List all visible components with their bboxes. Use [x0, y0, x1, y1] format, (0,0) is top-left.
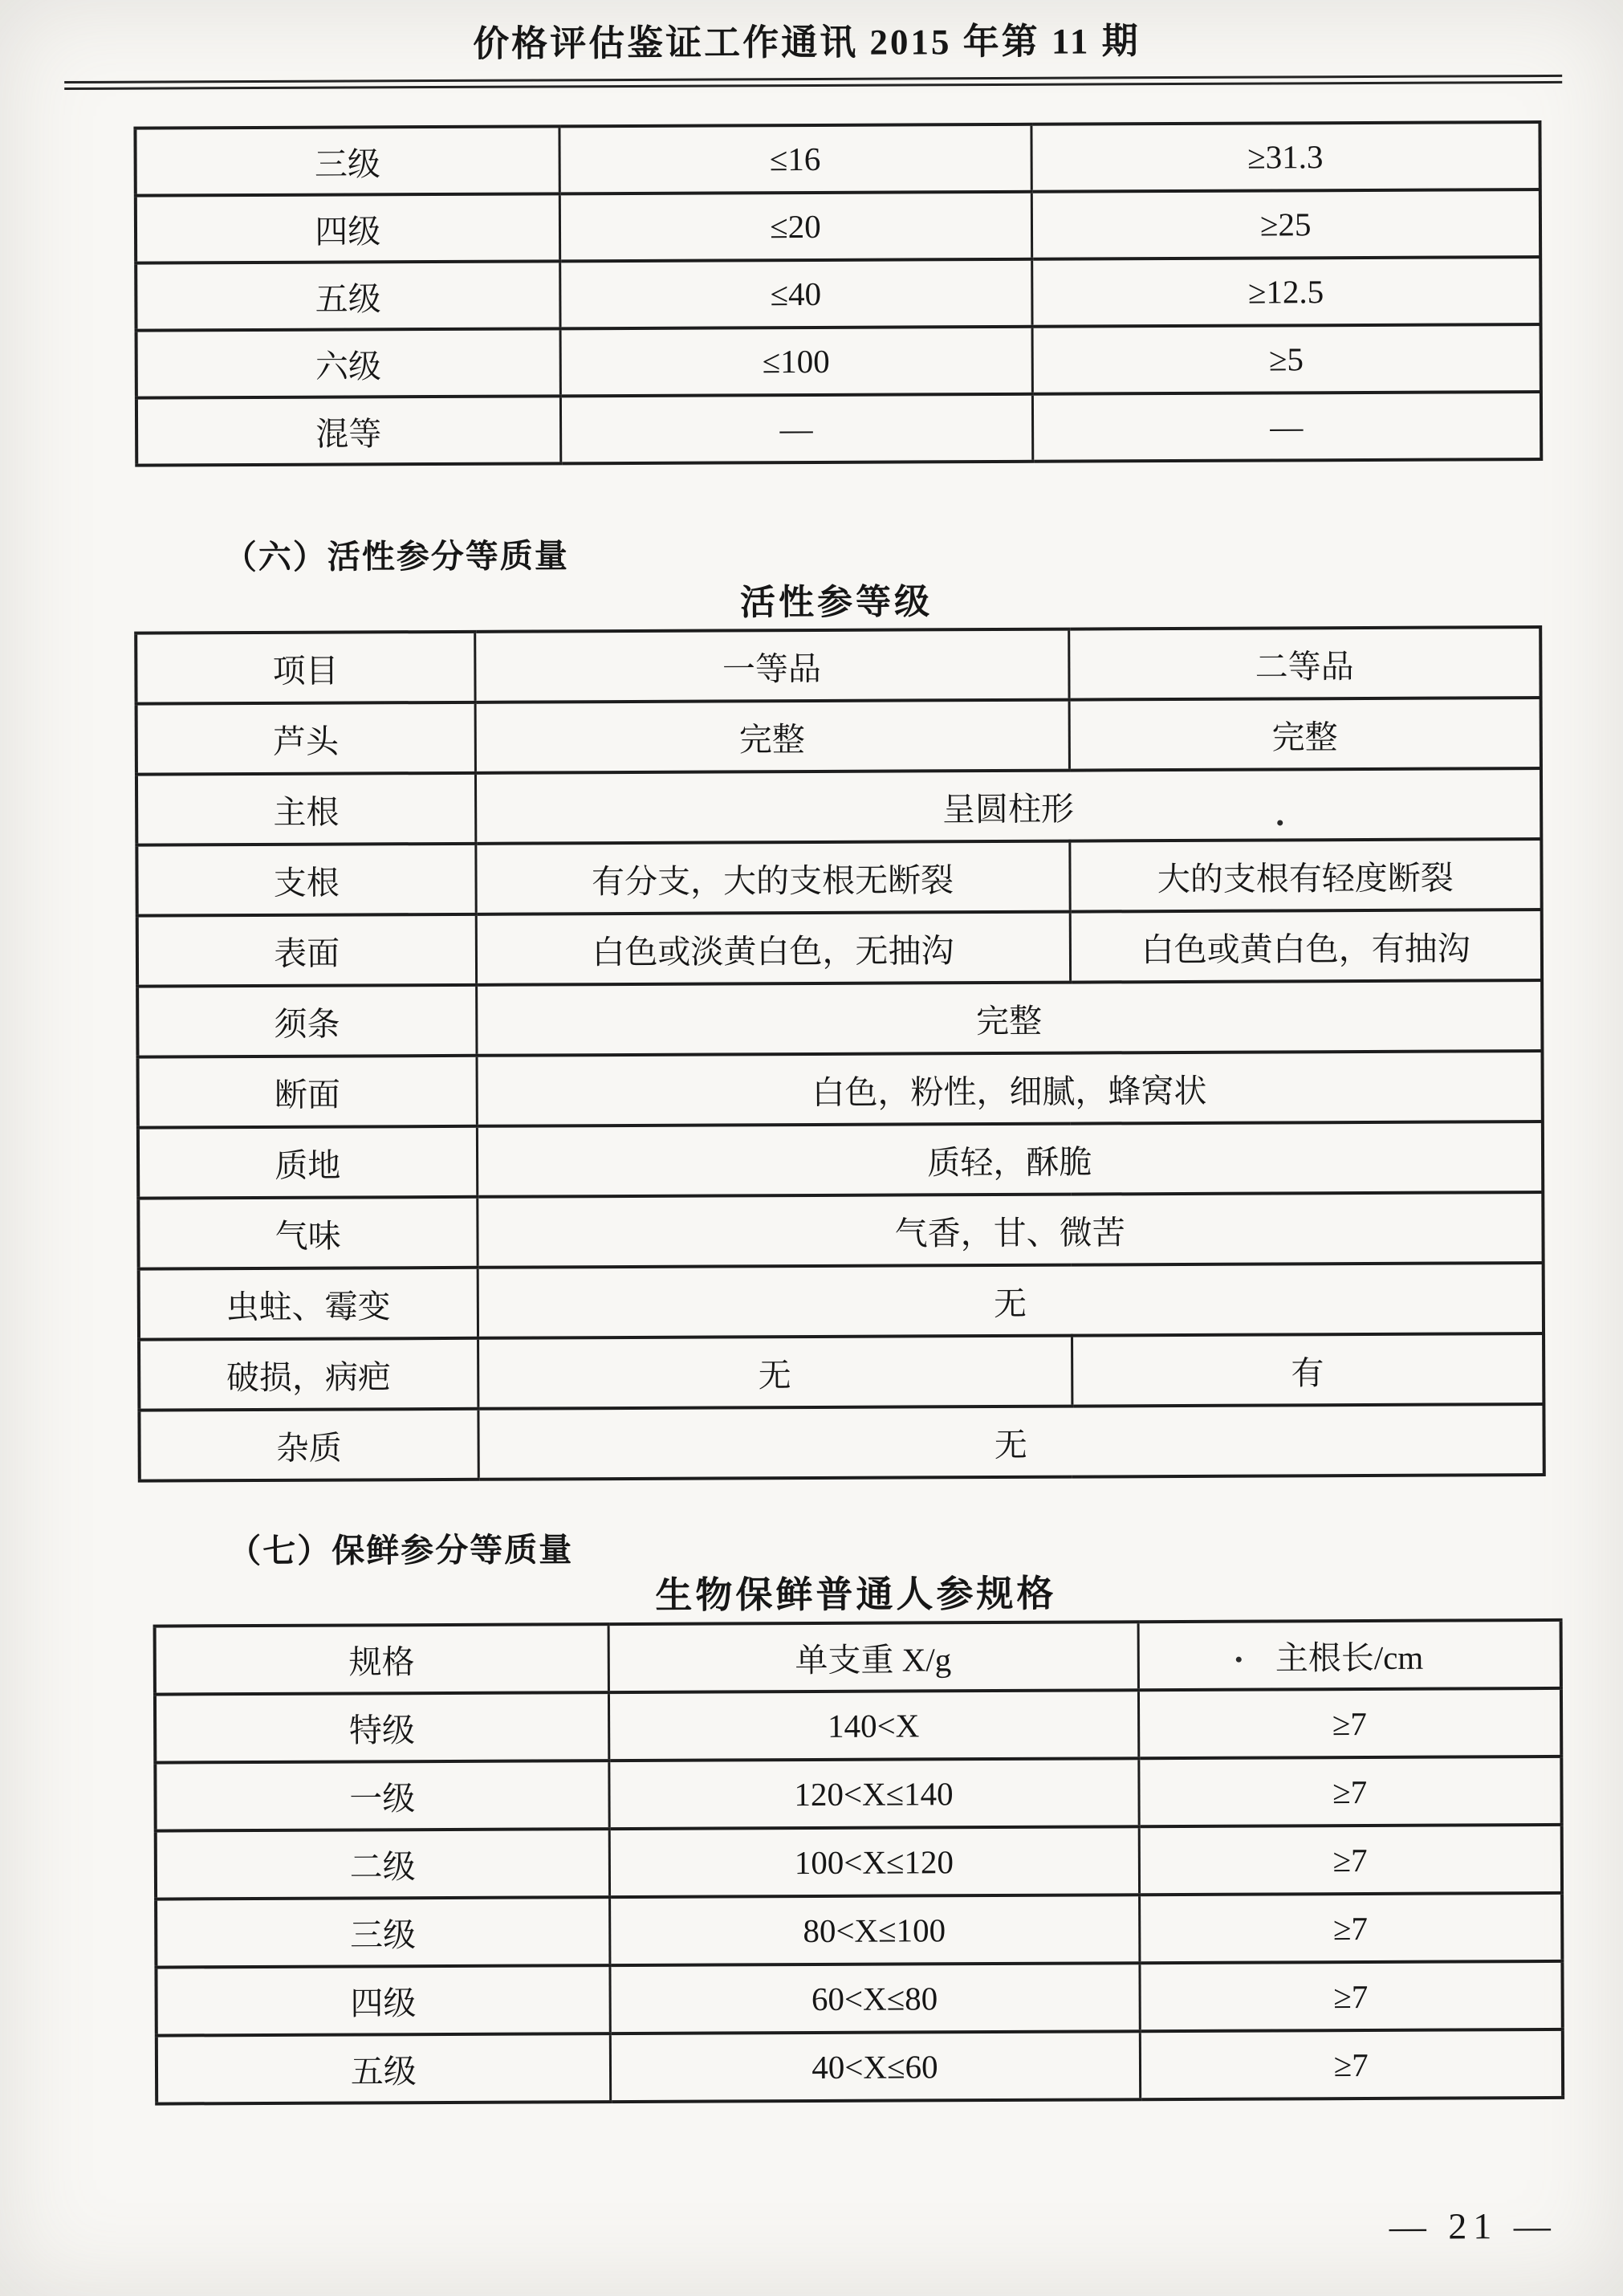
row-label-cell: 三级: [156, 1897, 609, 1967]
merged-value-cell: [475, 768, 1541, 844]
value-cell: ≤100: [560, 327, 1032, 397]
value-cell: 有: [1072, 1333, 1544, 1407]
table-row: [156, 1825, 1562, 1899]
value-cell: 100<X≤120: [609, 1826, 1139, 1897]
row-label-cell: 杂质: [139, 1409, 478, 1481]
value-cell: —: [560, 394, 1032, 464]
row-label-cell: 质地: [138, 1126, 477, 1199]
active-ginseng-table-title: 活性参等级: [739, 582, 934, 623]
table-row: [136, 189, 1540, 263]
table-row: [136, 768, 1541, 845]
active-ginseng-grade-table: [134, 625, 1546, 1483]
value-cell: 白色或黄白色，有抽沟: [1070, 910, 1542, 983]
table-row: [135, 122, 1540, 196]
row-label-cell: 五级: [157, 2033, 610, 2103]
column-header-cell: [1138, 1620, 1561, 1690]
table-row: [137, 980, 1542, 1057]
table-row: [136, 392, 1541, 466]
row-label-cell: 五级: [136, 261, 559, 330]
row-label-cell: 破损，病疤: [139, 1338, 478, 1411]
row-label-cell: 特级: [155, 1692, 608, 1762]
value-cell: 140<X: [608, 1690, 1138, 1761]
merged-value-cell: 质轻，酥脆: [477, 1122, 1543, 1197]
row-label-cell: 须条: [137, 985, 476, 1057]
row-label-cell: 支根: [136, 844, 475, 916]
table-row: [138, 1192, 1543, 1269]
merged-value-cell: 无: [478, 1263, 1544, 1338]
table-row: [137, 1051, 1542, 1128]
table-row: [139, 1404, 1544, 1481]
value-cell: ≤20: [559, 192, 1031, 262]
table-row: [156, 1893, 1562, 1968]
row-label-cell: 断面: [137, 1056, 476, 1128]
value-cell: ≥12.5: [1031, 257, 1540, 327]
value-text: 呈圆柱形: [942, 790, 1075, 828]
row-label-cell: 虫蛀、霉变: [139, 1268, 478, 1340]
fresh-ginseng-spec-table: [153, 1618, 1565, 2106]
column-header-cell: 一等品: [474, 629, 1068, 702]
row-label-cell: 表面: [137, 914, 476, 987]
value-cell: 无: [478, 1336, 1072, 1409]
merged-value-cell: 完整: [476, 980, 1542, 1056]
row-label-cell: 混等: [136, 396, 560, 465]
value-cell: ≥5: [1032, 324, 1541, 394]
table-row: [157, 2029, 1563, 2104]
table-row: [139, 1263, 1544, 1340]
table-row: [155, 1688, 1561, 1763]
table-row: [156, 1961, 1562, 2036]
value-cell: ≥25: [1031, 189, 1540, 259]
value-cell: 有分支，大的支根无断裂: [475, 841, 1069, 914]
value-cell: —: [1032, 392, 1541, 462]
table-row: [136, 839, 1541, 916]
value-cell: ≥31.3: [1031, 122, 1540, 192]
row-label-cell: 四级: [136, 193, 559, 263]
row-label-cell: 一级: [155, 1761, 608, 1830]
table-row: [155, 1757, 1561, 1831]
value-cell: ≥7: [1139, 1961, 1562, 2031]
row-label-cell: 气味: [138, 1197, 477, 1269]
table-row: [137, 910, 1542, 987]
grade-limits-table: [133, 120, 1543, 467]
section-7-heading: （七）保鲜参分等质量: [228, 1531, 574, 1570]
value-cell: ≥7: [1138, 1688, 1561, 1758]
row-label-cell: 芦头: [136, 702, 475, 775]
table-row: [136, 257, 1540, 331]
row-label-cell: 四级: [156, 1965, 609, 2035]
value-cell: ≥7: [1140, 2029, 1563, 2099]
table-header-row: [155, 1620, 1561, 1695]
header-text: 主根长/cm: [1275, 1639, 1424, 1677]
table-row: [136, 324, 1541, 398]
value-cell: 白色或淡黄白色，无抽沟: [476, 912, 1070, 985]
value-cell: ≥7: [1138, 1757, 1561, 1826]
section-6-heading: （六）活性参分等质量: [223, 537, 569, 576]
fresh-ginseng-table-title: 生物保鲜普通人参规格: [655, 1573, 1057, 1616]
merged-value-cell: 白色，粉性，细腻，蜂窝状: [476, 1051, 1542, 1126]
column-header-cell: 单支重 X/g: [608, 1622, 1138, 1692]
journal-header-title: 价格评估鉴证工作通讯 2015 年第 11 期: [473, 21, 1141, 64]
value-cell: ≤40: [559, 259, 1031, 329]
merged-value-cell: 无: [478, 1404, 1544, 1480]
table-row: [138, 1122, 1543, 1199]
value-cell: 60<X≤80: [609, 1963, 1139, 2033]
value-cell: 120<X≤140: [608, 1758, 1138, 1829]
value-cell: 完整: [475, 700, 1069, 773]
value-cell: 80<X≤100: [609, 1895, 1139, 1965]
column-header-cell: 项目: [136, 632, 474, 704]
value-cell: 40<X≤60: [610, 2031, 1140, 2102]
column-header-cell: 二等品: [1068, 627, 1540, 700]
row-label-cell: 六级: [136, 328, 560, 397]
table-header-row: [136, 627, 1540, 704]
row-label-cell: 主根: [136, 773, 475, 845]
merged-value-cell: 气香，甘、微苦: [477, 1192, 1543, 1268]
row-label-cell: 二级: [156, 1829, 609, 1899]
header-double-rule: [64, 75, 1562, 90]
value-cell: ≥7: [1139, 1893, 1562, 1963]
table-row: [136, 698, 1541, 775]
column-header-cell: 规格: [155, 1624, 608, 1694]
scan-speck: [1235, 1657, 1241, 1663]
scan-speck: [1277, 820, 1283, 825]
value-cell: ≥7: [1139, 1825, 1562, 1895]
table-row: [139, 1333, 1544, 1411]
value-cell: ≤16: [559, 124, 1031, 194]
row-label-cell: 三级: [135, 126, 559, 195]
page-number: — 21 —: [1389, 2204, 1557, 2247]
value-cell: 完整: [1069, 698, 1541, 771]
value-cell: 大的支根有轻度断裂: [1069, 839, 1541, 912]
